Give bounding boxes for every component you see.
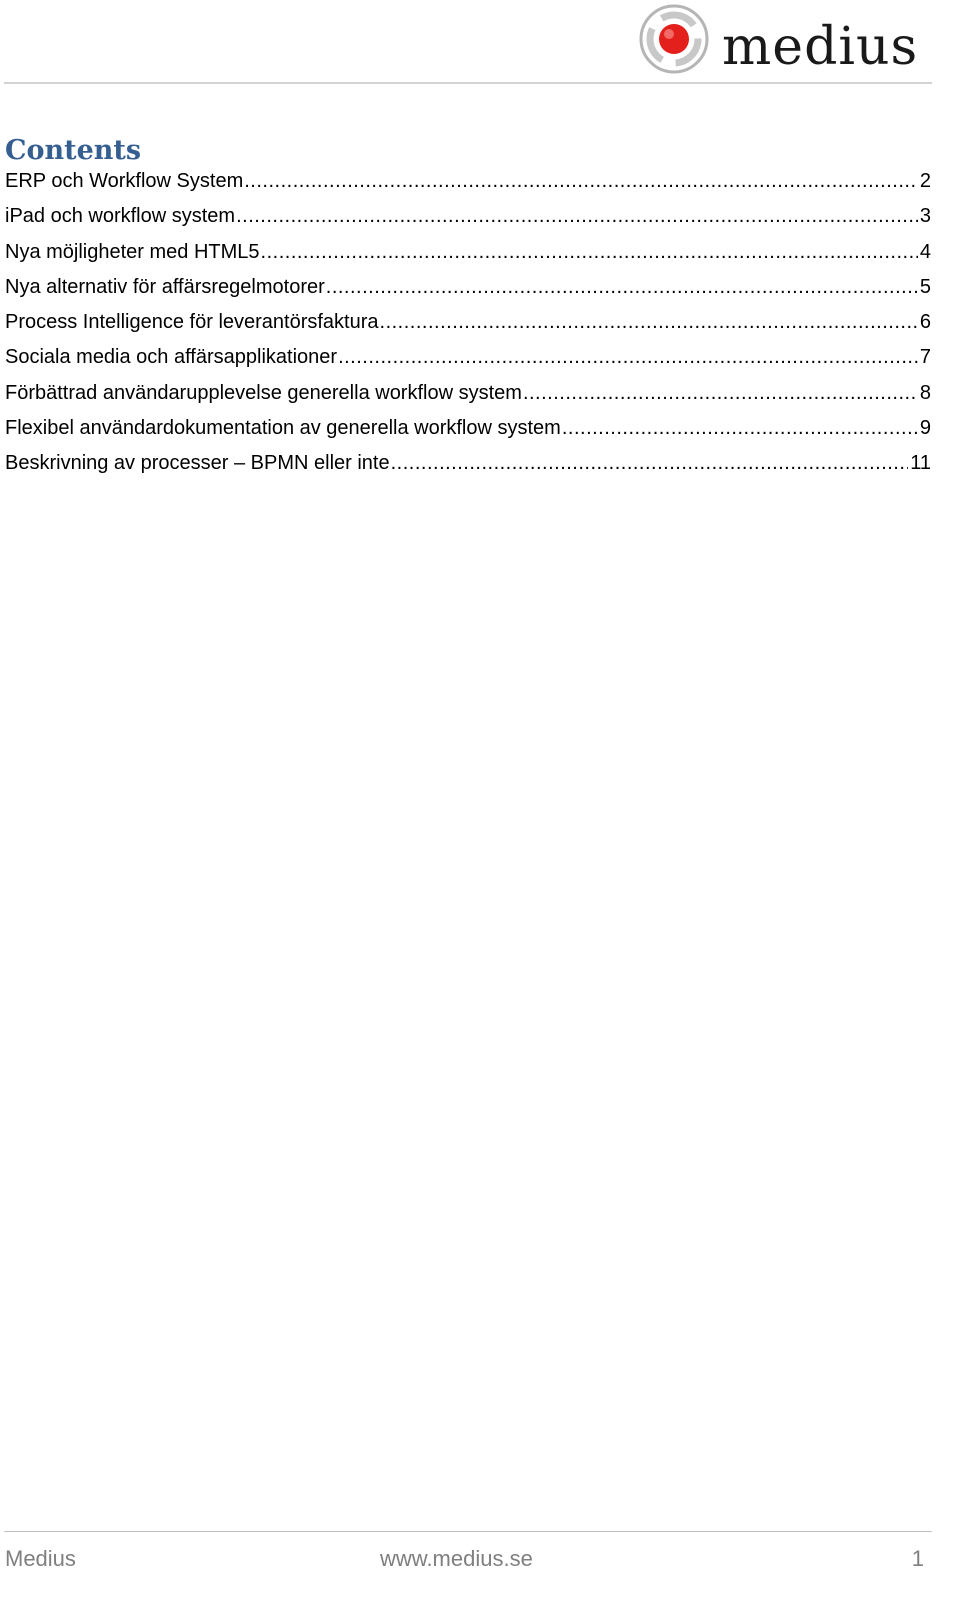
toc-entry-html5[interactable] <box>5 238 931 273</box>
toc-entry-title: Process Intelligence för leverantörsfaktura <box>5 311 379 334</box>
footer-divider <box>4 1531 932 1532</box>
medius-logo <box>638 3 938 75</box>
toc-dot-leader <box>326 273 918 301</box>
toc-entry-erp-workflow[interactable] <box>5 167 931 202</box>
table-of-contents <box>5 167 931 485</box>
toc-entry-page: 8 <box>919 381 931 404</box>
toc-dot-leader <box>261 238 918 266</box>
toc-entry-title: Förbättrad användarupplevelse generella workflow system <box>5 381 522 404</box>
toc-entry-page: 9 <box>919 417 931 440</box>
toc-dot-leader <box>562 414 918 442</box>
footer-company: Medius <box>5 1546 76 1571</box>
toc-entry-page: 11 <box>910 452 931 475</box>
toc-entry-business-rules[interactable] <box>5 273 931 308</box>
toc-dot-leader <box>236 202 918 230</box>
toc-dot-leader <box>380 308 918 336</box>
toc-entry-page: 7 <box>919 346 931 369</box>
toc-entry-user-documentation[interactable] <box>5 414 931 449</box>
toc-entry-title: Nya möjligheter med HTML5 <box>5 240 260 263</box>
toc-dot-leader <box>523 379 918 407</box>
toc-entry-ipad-workflow[interactable] <box>5 202 931 237</box>
contents-heading: Contents <box>5 135 142 166</box>
toc-entry-page: 5 <box>919 275 931 298</box>
toc-entry-title: Beskrivning av processer – BPMN eller inte <box>5 452 390 475</box>
toc-entry-bpmn[interactable] <box>5 449 931 484</box>
toc-entry-page: 3 <box>919 205 931 228</box>
page-header <box>0 0 960 86</box>
toc-entry-title: Flexibel användardokumentation av generella workflow system <box>5 417 561 440</box>
logo-wordmark: medius <box>722 17 919 77</box>
toc-entry-title: Nya alternativ för affärsregelmotorer <box>5 275 325 298</box>
toc-entry-user-experience[interactable] <box>5 379 931 414</box>
toc-dot-leader <box>338 343 918 371</box>
toc-entry-process-intelligence[interactable] <box>5 308 931 343</box>
footer-page-number: 1 <box>911 1546 924 1571</box>
toc-entry-social-media[interactable] <box>5 343 931 378</box>
medius-logo-icon <box>638 3 710 75</box>
footer-website: www.medius.se <box>380 1546 533 1571</box>
toc-entry-title: ERP och Workflow System <box>5 170 244 192</box>
toc-entry-page: 6 <box>919 311 931 334</box>
toc-dot-leader <box>391 449 909 477</box>
header-divider <box>4 82 932 84</box>
toc-entry-page: 2 <box>919 170 931 192</box>
toc-entry-title: iPad och workflow system <box>5 205 236 228</box>
toc-entry-page: 4 <box>919 240 931 263</box>
page-footer <box>0 1544 960 1584</box>
toc-entry-title: Sociala media och affärsapplikationer <box>5 346 338 369</box>
toc-dot-leader <box>244 167 918 195</box>
